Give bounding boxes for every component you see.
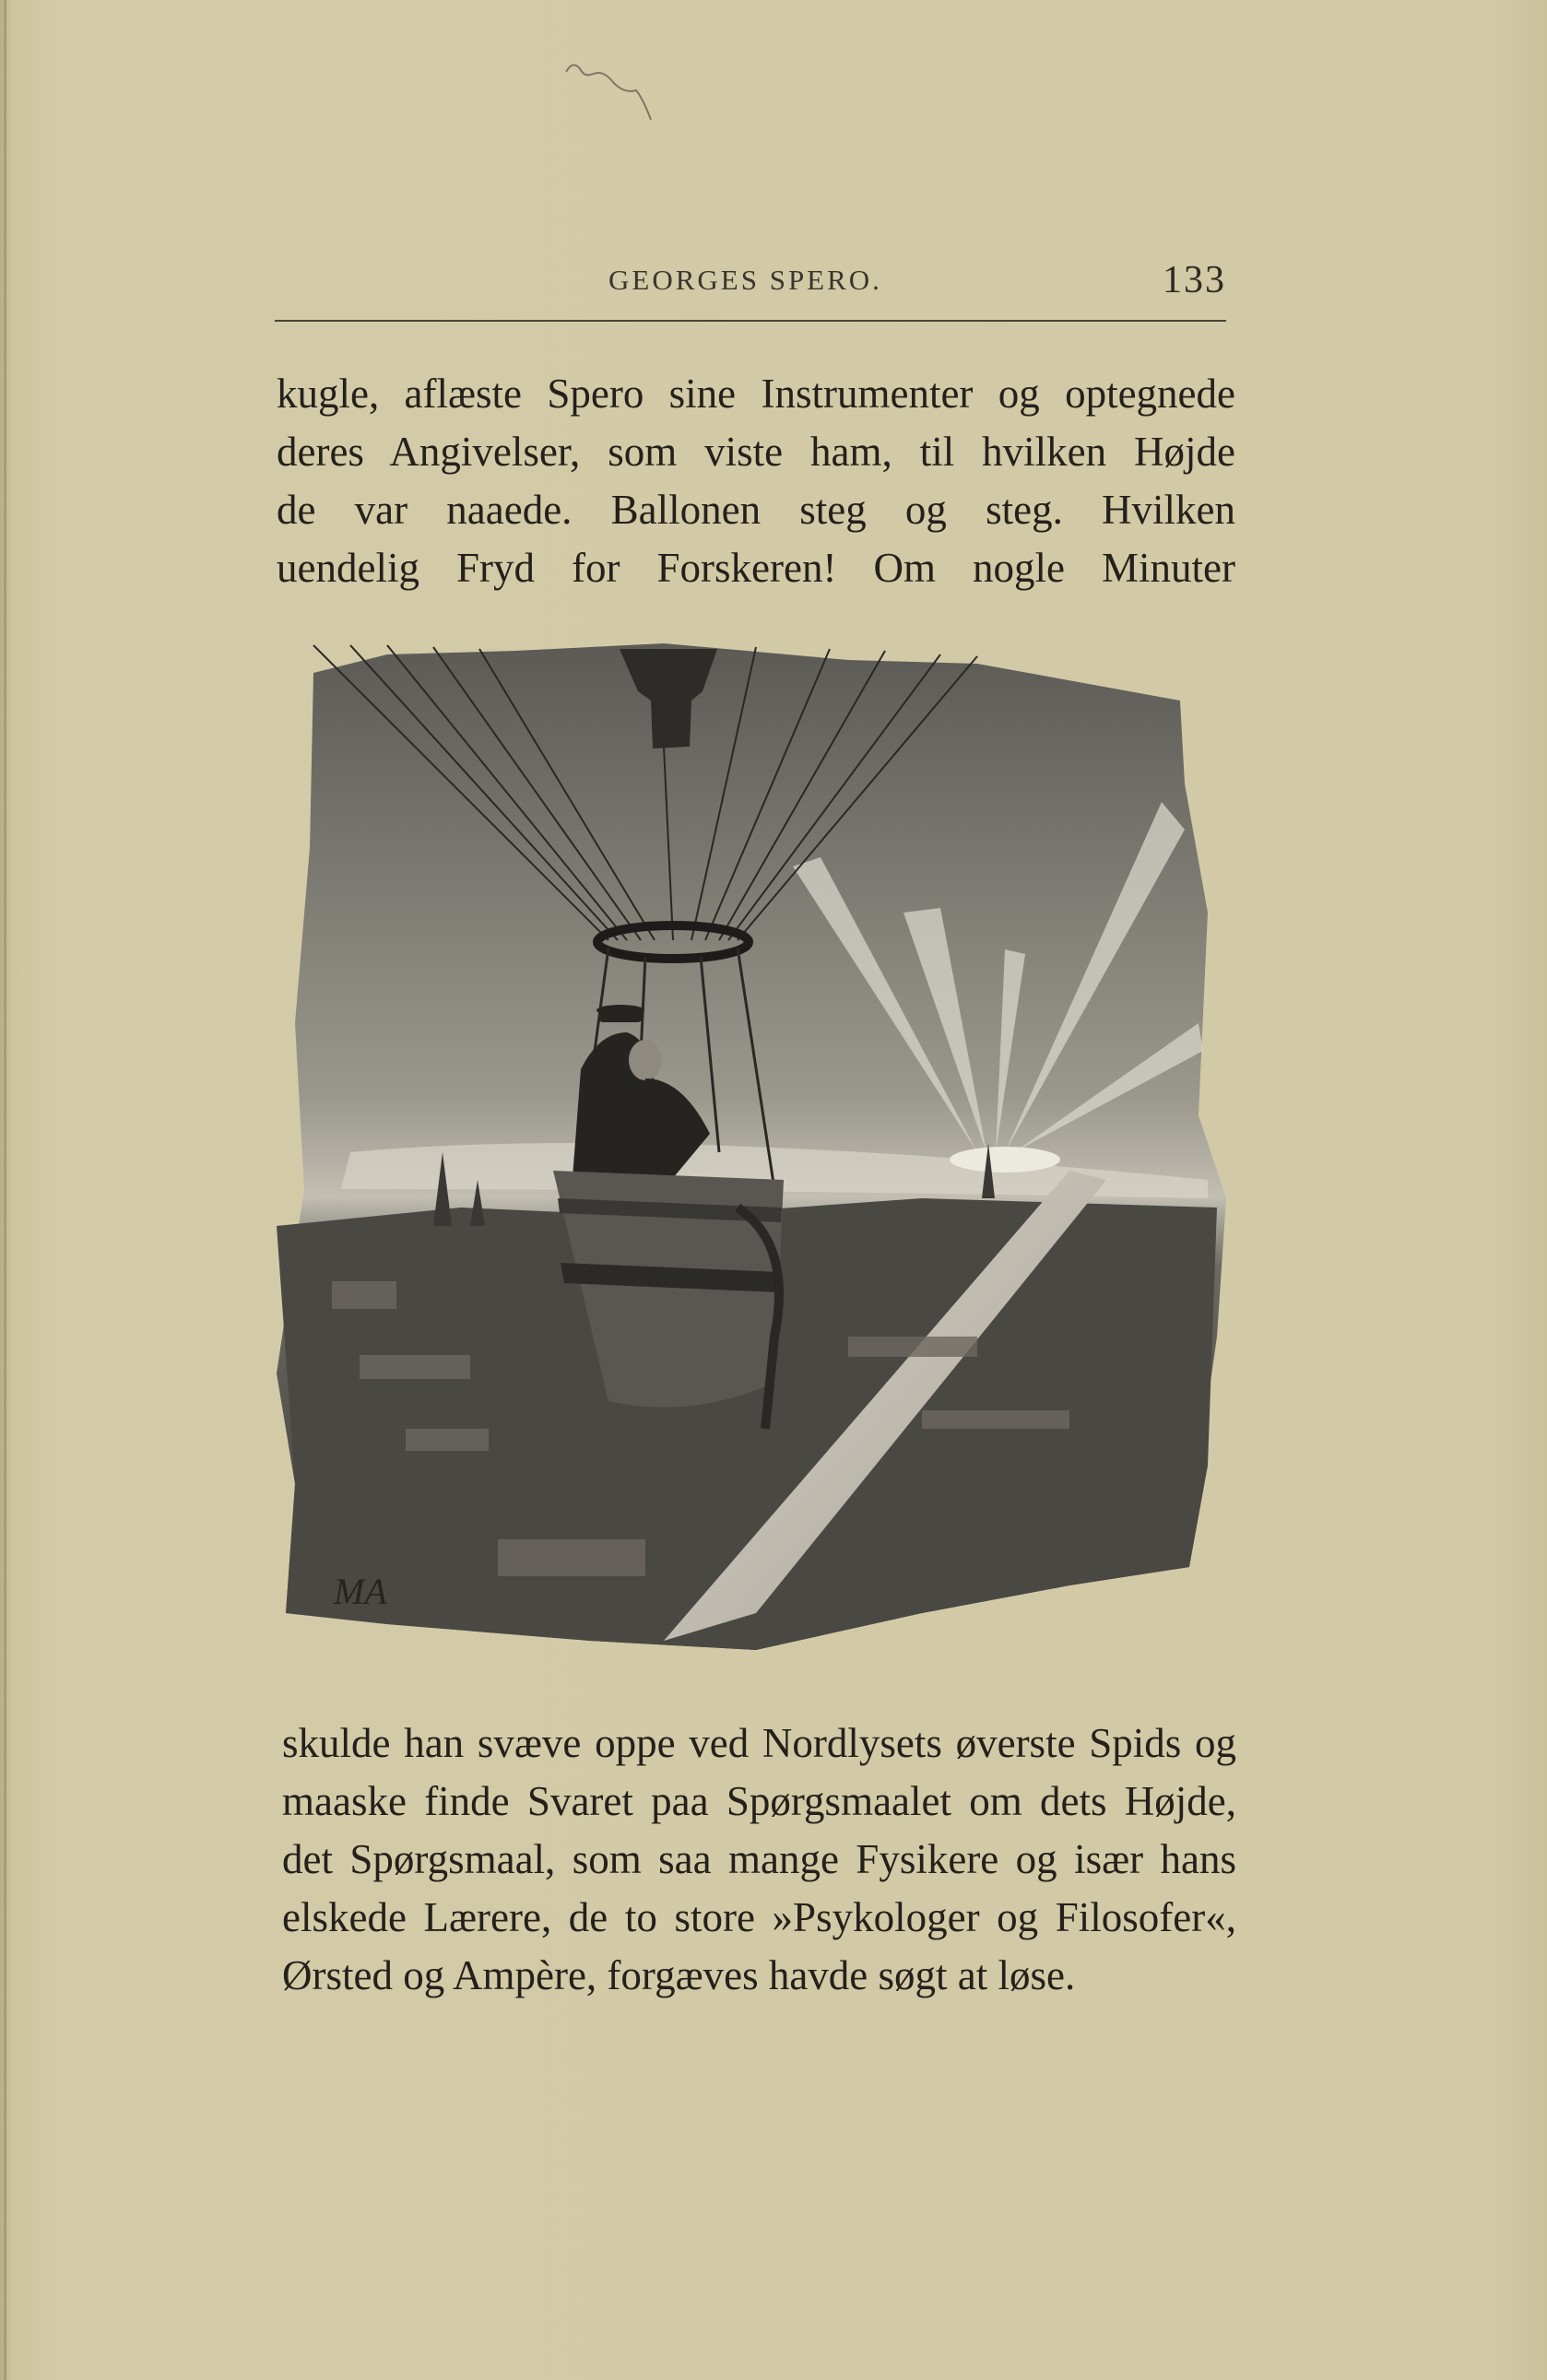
text-line: deres Angivelser, som viste ham, til hvilken Højde (277, 429, 1235, 475)
running-head-title: GEORGES SPERO. (608, 264, 882, 296)
pencil-mark-icon (553, 53, 673, 136)
text-line: maaske finde Svaret paa Spørgsmaalet om dets Højde, (282, 1778, 1236, 1824)
engraver-monogram: MA (334, 1571, 387, 1612)
page-number: 133 (1163, 259, 1226, 301)
text-line: skulde han svæve oppe ved Nordlysets øverste Spids og (282, 1720, 1236, 1766)
balloon-illustration (277, 636, 1235, 1678)
text-line: elskede Lærere, de to store »Psykologer og Filosofer«, (282, 1894, 1236, 1940)
text-line: uendelig Fryd for Forskeren! Om nogle Minuter (277, 545, 1235, 591)
text-line: kugle, aflæste Spero sine Instrumenter og optegnede (277, 371, 1235, 417)
running-head (275, 258, 1226, 323)
header-rule (275, 320, 1226, 322)
paragraph-bottom (282, 1714, 1236, 2005)
text-line: de var naaede. Ballonen steg og steg. Hvilken (277, 487, 1235, 533)
text-line: Ørsted og Ampère, forgæves havde søgt at løse. (282, 1952, 1076, 1998)
paragraph-top (277, 365, 1235, 597)
text-line: det Spørgsmaal, som saa mange Fysikere og især hans (282, 1836, 1236, 1882)
page-edge (4, 0, 6, 2380)
